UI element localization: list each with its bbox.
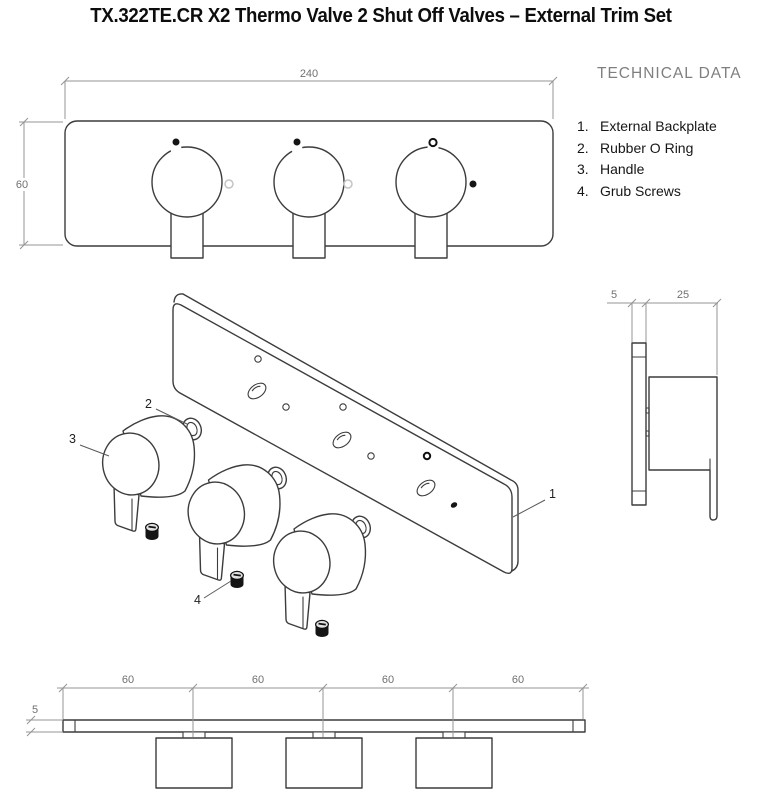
page-title: TX.322TE.CR X2 Thermo Valve 2 Shut Off Valves – External Trim Set xyxy=(90,5,672,27)
handle3-side-dot xyxy=(470,181,477,188)
bottom-thickness-dim-label: 5 xyxy=(31,704,39,716)
plate-side-hole xyxy=(368,453,374,459)
front-height-dim-label: 60 xyxy=(15,179,29,191)
grub-screw-2 xyxy=(231,571,244,588)
callout-leader-grub-screw xyxy=(204,581,231,598)
list-item-number: 4. xyxy=(577,182,589,199)
bottom-stem-1 xyxy=(183,732,205,738)
front-width-dimension xyxy=(61,77,557,119)
exploded-view xyxy=(69,294,556,637)
list-item-label: Handle xyxy=(600,161,645,177)
side-thickness-dim-label: 5 xyxy=(610,289,618,301)
side-backplate xyxy=(632,343,646,505)
plate-pin-hole xyxy=(340,404,346,410)
callout-o-ring: 2 xyxy=(145,397,152,411)
side-stem-notch xyxy=(646,431,649,436)
handle3-indicator-ring xyxy=(429,139,436,146)
handle2-indicator-dot xyxy=(294,139,301,146)
bottom-spacing-label-2: 60 xyxy=(251,674,265,686)
bottom-stem-2 xyxy=(313,732,335,738)
bottom-backplate-bar xyxy=(63,720,585,732)
exploded-handle-3 xyxy=(268,514,366,629)
side-depth-dim-label: 25 xyxy=(676,289,690,301)
bottom-handle-1 xyxy=(156,738,232,788)
bottom-view xyxy=(26,674,589,788)
bottom-spacing-label-4: 60 xyxy=(511,674,525,686)
side-dimensions xyxy=(607,299,721,375)
exploded-handle-2 xyxy=(182,465,280,580)
grub-screw-3 xyxy=(316,620,329,637)
bottom-handle-2 xyxy=(286,738,362,788)
bottom-spacing-label-3: 60 xyxy=(381,674,395,686)
technical-data-heading: TECHNICAL DATA xyxy=(597,65,742,82)
plate-side-hole xyxy=(283,404,289,410)
side-handle xyxy=(649,377,717,520)
bottom-thickness-dimension xyxy=(26,716,63,736)
front-view xyxy=(13,68,557,258)
plate-pin-hole-marked xyxy=(424,453,430,459)
list-item-label: External Backplate xyxy=(600,118,717,134)
bottom-spacing-label-1: 60 xyxy=(121,674,135,686)
plate-pin-hole xyxy=(255,356,261,362)
list-item-label: Rubber O Ring xyxy=(600,139,694,156)
front-width-dim-label: 240 xyxy=(299,68,319,80)
list-item-number: 3. xyxy=(577,161,589,177)
handle1-indicator-dot xyxy=(173,139,180,146)
callout-backplate: 1 xyxy=(549,487,556,501)
side-view xyxy=(607,289,721,520)
bottom-handle-3 xyxy=(416,738,492,788)
grub-screw-1 xyxy=(146,523,159,540)
bottom-stem-3 xyxy=(443,732,465,738)
callout-handle: 3 xyxy=(69,432,76,446)
list-item-label: Grub Screws xyxy=(600,182,681,199)
side-stem-notch xyxy=(646,408,649,413)
callout-grub-screw: 4 xyxy=(194,593,201,607)
list-item-number: 2. xyxy=(577,139,589,156)
exploded-handle-1 xyxy=(97,416,195,531)
list-item-number: 1. xyxy=(577,118,589,134)
